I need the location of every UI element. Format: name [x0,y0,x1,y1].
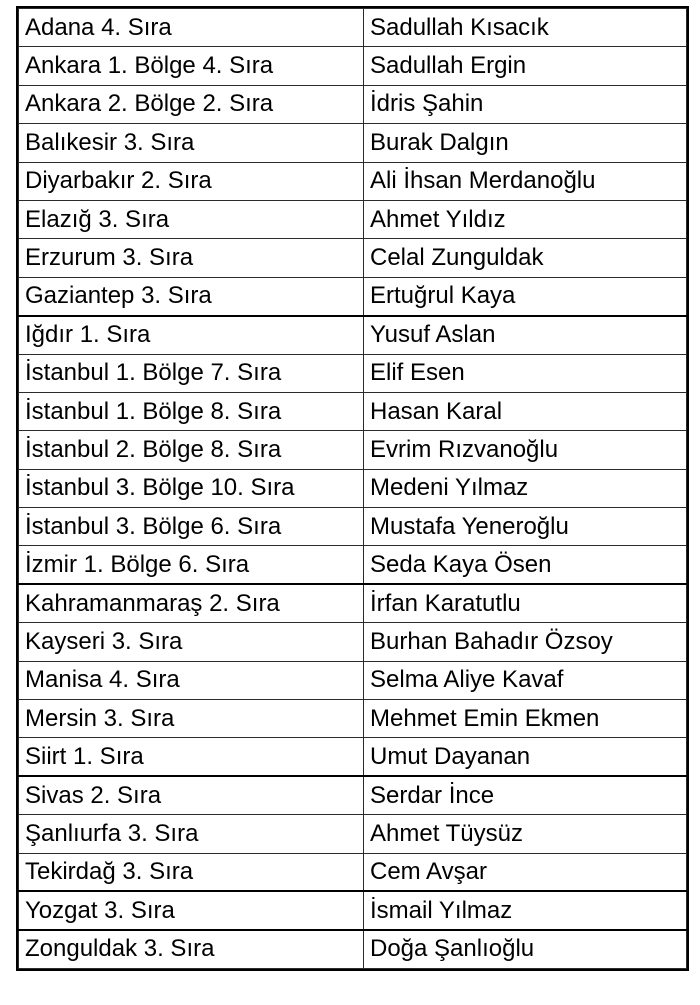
seat-cell: İstanbul 1. Bölge 7. Sıra [19,354,364,392]
candidate-name-cell: Yusuf Aslan [364,316,687,354]
seat-cell: Kahramanmaraş 2. Sıra [19,584,364,622]
candidate-name-cell: İsmail Yılmaz [364,891,687,929]
table-row [19,277,687,315]
table-row [19,9,687,47]
candidate-name-cell: Burak Dalgın [364,124,687,162]
candidate-name-cell: Burhan Bahadır Özsoy [364,623,687,661]
candidate-name-cell: Sadullah Ergin [364,47,687,85]
table-row [19,162,687,200]
table-row [19,124,687,162]
candidate-name-cell: Ali İhsan Merdanoğlu [364,162,687,200]
seat-cell: Siirt 1. Sıra [19,738,364,776]
table-row [19,776,687,814]
table-row [19,891,687,929]
candidate-table [18,8,687,969]
table-row [19,815,687,853]
seat-cell: Diyarbakır 2. Sıra [19,162,364,200]
table-row [19,200,687,238]
candidate-name-cell: Mustafa Yeneroğlu [364,508,687,546]
seat-cell: Balıkesir 3. Sıra [19,124,364,162]
seat-cell: Şanlıurfa 3. Sıra [19,815,364,853]
candidate-name-cell: Elif Esen [364,354,687,392]
seat-cell: Tekirdağ 3. Sıra [19,853,364,891]
seat-cell: Yozgat 3. Sıra [19,891,364,929]
table-row [19,431,687,469]
seat-cell: Ankara 2. Bölge 2. Sıra [19,85,364,123]
table-row [19,546,687,584]
table-row [19,930,687,968]
seat-cell: Mersin 3. Sıra [19,700,364,738]
seat-cell: İstanbul 3. Bölge 6. Sıra [19,508,364,546]
seat-cell: Ankara 1. Bölge 4. Sıra [19,47,364,85]
candidate-name-cell: İdris Şahin [364,85,687,123]
table-row [19,392,687,430]
candidate-name-cell: Hasan Karal [364,392,687,430]
table-row [19,47,687,85]
candidate-name-cell: Serdar İnce [364,776,687,814]
seat-cell: Manisa 4. Sıra [19,661,364,699]
seat-cell: Adana 4. Sıra [19,9,364,47]
candidate-name-cell: Umut Dayanan [364,738,687,776]
seat-cell: İstanbul 1. Bölge 8. Sıra [19,392,364,430]
candidate-name-cell: Ahmet Tüysüz [364,815,687,853]
candidate-name-cell: İrfan Karatutlu [364,584,687,622]
seat-cell: İzmir 1. Bölge 6. Sıra [19,546,364,584]
candidate-name-cell: Cem Avşar [364,853,687,891]
seat-cell: Sivas 2. Sıra [19,776,364,814]
table-row [19,316,687,354]
table-row [19,661,687,699]
seat-cell: Kayseri 3. Sıra [19,623,364,661]
candidate-name-cell: Celal Zunguldak [364,239,687,277]
table-row [19,700,687,738]
candidate-name-cell: Evrim Rızvanoğlu [364,431,687,469]
candidate-name-cell: Ahmet Yıldız [364,200,687,238]
seat-cell: Gaziantep 3. Sıra [19,277,364,315]
seat-cell: İstanbul 2. Bölge 8. Sıra [19,431,364,469]
candidate-name-cell: Seda Kaya Ösen [364,546,687,584]
table-row [19,584,687,622]
seat-cell: İstanbul 3. Bölge 10. Sıra [19,469,364,507]
table-row [19,239,687,277]
table-row [19,508,687,546]
table-row [19,853,687,891]
candidate-name-cell: Sadullah Kısacık [364,9,687,47]
table-row [19,354,687,392]
table-row [19,85,687,123]
candidate-name-cell: Medeni Yılmaz [364,469,687,507]
seat-cell: Erzurum 3. Sıra [19,239,364,277]
seat-cell: Zonguldak 3. Sıra [19,930,364,968]
candidate-name-cell: Doğa Şanlıoğlu [364,930,687,968]
candidate-name-cell: Ertuğrul Kaya [364,277,687,315]
candidate-name-cell: Selma Aliye Kavaf [364,661,687,699]
seat-cell: Elazığ 3. Sıra [19,200,364,238]
table-row [19,469,687,507]
table-row [19,623,687,661]
seat-cell: Iğdır 1. Sıra [19,316,364,354]
candidate-table-body [19,9,687,969]
table-row [19,738,687,776]
candidate-name-cell: Mehmet Emin Ekmen [364,700,687,738]
